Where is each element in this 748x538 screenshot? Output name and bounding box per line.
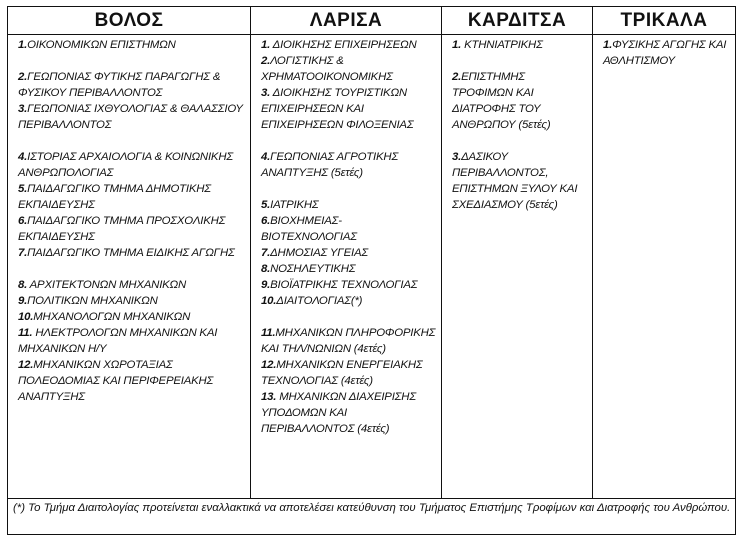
department-name: ΠΟΛΙΤΙΚΩΝ ΜΗΧΑΝΙΚΩΝ	[27, 295, 158, 307]
footnote: (*) Το Τμήμα Διαιτολογίας προτείνεται εναλλακτικά να αποτελέσει κατεύθυνση του Τμήματος Επιστήμης Τροφίμων και Διατροφής του Ανθρώπου.	[8, 499, 736, 535]
department-number: 1.	[452, 39, 462, 51]
spacer	[18, 53, 246, 69]
department-number: 10.	[18, 311, 34, 323]
column-trikala	[593, 35, 736, 499]
city-header-larisa: ΛΑΡΙΣΑ	[251, 7, 442, 35]
department-item	[261, 197, 437, 213]
department-item	[18, 181, 246, 213]
department-name: ΙΑΤΡΙΚΗΣ	[270, 199, 319, 211]
department-number: 2.	[18, 71, 28, 83]
department-name: ΜΗΧΑΝΙΚΩΝ ΠΛΗΡΟΦΟΡΙΚΗΣ ΚΑΙ ΤΗΛ/ΝΩΝΙΩΝ (4ετές)	[261, 327, 436, 355]
department-number: 3.	[452, 151, 462, 163]
department-name: ΒΙΟΧΗΜΕΙΑΣ-ΒΙΟΤΕΧΝΟΛΟΓΙΑΣ	[261, 215, 357, 243]
department-name: ΝΟΣΗΛΕΥΤΙΚΗΣ	[270, 263, 356, 275]
department-number: 1.	[261, 39, 271, 51]
department-item	[261, 149, 437, 181]
department-item	[261, 85, 437, 133]
department-name: ΓΕΩΠΟΝΙΑΣ ΦΥΤΙΚΗΣ ΠΑΡΑΓΩΓΗΣ & ΦΥΣΙΚΟΥ ΠΕΡΙΒΑΛΛΟΝΤΟΣ	[18, 71, 221, 99]
department-item	[18, 325, 246, 357]
department-name: ΒΙΟΪΑΤΡΙΚΗΣ ΤΕΧΝΟΛΟΓΙΑΣ	[270, 279, 418, 291]
department-name: ΛΟΓΙΣΤΙΚΗΣ & ΧΡΗΜΑΤΟΟΙΚΟΝΟΜΙΚΗΣ	[261, 55, 393, 83]
department-name: ΟΙΚΟΝΟΜΙΚΩΝ ΕΠΙΣΤΗΜΩΝ	[27, 39, 176, 51]
department-item	[18, 149, 246, 181]
department-name: ΓΕΩΠΟΝΙΑΣ ΙΧΘΥΟΛΟΓΙΑΣ & ΘΑΛΑΣΣΙΟΥ ΠΕΡΙΒΑΛΛΟΝΤΟΣ	[18, 103, 243, 131]
department-item	[18, 357, 246, 405]
department-item	[18, 293, 246, 309]
department-item	[18, 213, 246, 245]
department-name: ΓΕΩΠΟΝΙΑΣ ΑΓΡΟΤΙΚΗΣ ΑΝΑΠΤΥΞΗΣ (5ετές)	[261, 151, 399, 179]
department-item	[18, 37, 246, 53]
department-number: 9.	[18, 295, 28, 307]
department-number: 3.	[18, 103, 28, 115]
department-name: ΙΣΤΟΡΙΑΣ ΑΡΧΑΙΟΛΟΓΙΑ & ΚΟΙΝΩΝΙΚΗΣ ΑΝΘΡΩΠΟΛΟΓΙΑΣ	[18, 151, 233, 179]
department-item	[18, 101, 246, 133]
department-number: 7.	[18, 247, 28, 259]
department-item	[18, 309, 246, 325]
spacer	[452, 53, 588, 69]
department-name: ΔΙΟΙΚΗΣΗΣ ΕΠΙΧΕΙΡΗΣΕΩΝ	[270, 39, 417, 51]
department-item	[18, 69, 246, 101]
spacer	[261, 133, 437, 149]
spacer	[18, 261, 246, 277]
department-number: 9.	[261, 279, 271, 291]
department-number: 5.	[261, 199, 271, 211]
department-number: 4.	[261, 151, 271, 163]
department-number: 5.	[18, 183, 28, 195]
spacer	[261, 309, 437, 325]
footnote-row	[8, 499, 736, 535]
department-name: ΜΗΧΑΝΙΚΩΝ ΧΩΡΟΤΑΞΙΑΣ ΠΟΛΕΟΔΟΜΙΑΣ ΚΑΙ ΠΕΡΙΦΕΡΕΙΑΚΗΣ ΑΝΑΠΤΥΞΗΣ	[18, 359, 214, 403]
department-item	[261, 325, 437, 357]
department-item	[261, 213, 437, 245]
department-name: ΗΛΕΚΤΡΟΛΟΓΩΝ ΜΗΧΑΝΙΚΩΝ ΚΑΙ ΜΗΧΑΝΙΚΩΝ Η/Υ	[18, 327, 218, 355]
department-name: ΔΗΜΟΣΙΑΣ ΥΓΕΙΑΣ	[270, 247, 368, 259]
department-number: 8.	[18, 279, 28, 291]
department-number: 2.	[261, 55, 271, 67]
city-header-volos: ΒΟΛΟΣ	[8, 7, 251, 35]
department-item	[261, 277, 437, 293]
department-name: ΔΑΣΙΚΟΥ ΠΕΡΙΒΑΛΛΟΝΤΟΣ, ΕΠΙΣΤΗΜΩΝ ΞΥΛΟΥ ΚΑΙ ΣΧΕΔΙΑΣΜΟΥ (5ετές)	[452, 151, 578, 211]
city-header-karditsa: ΚΑΡΔΙΤΣΑ	[442, 7, 593, 35]
department-name: ΠΑΙΔΑΓΩΓΙΚΟ ΤΜΗΜΑ ΠΡΟΣΧΟΛΙΚΗΣ ΕΚΠΑΙΔΕΥΣΗΣ	[18, 215, 226, 243]
department-number: 6.	[261, 215, 271, 227]
department-item	[261, 293, 437, 309]
departments-table	[7, 6, 736, 535]
department-name: ΜΗΧΑΝΟΛΟΓΩΝ ΜΗΧΑΝΙΚΩΝ	[33, 311, 191, 323]
department-name: ΑΡΧΙΤΕΚΤΟΝΩΝ ΜΗΧΑΝΙΚΩΝ	[27, 279, 187, 291]
department-item	[261, 357, 437, 389]
department-name: ΜΗΧΑΝΙΚΩΝ ΕΝΕΡΓΕΙΑΚΗΣ ΤΕΧΝΟΛΟΓΙΑΣ (4ετές)	[261, 359, 423, 387]
department-number: 13.	[261, 391, 277, 403]
department-number: 12.	[261, 359, 277, 371]
department-name: ΕΠΙΣΤΗΜΗΣ ΤΡΟΦΙΜΩΝ ΚΑΙ ΔΙΑΤΡΟΦΗΣ ΤΟΥ ΑΝΘΡΩΠΟΥ (5ετές)	[452, 71, 551, 131]
department-number: 12.	[18, 359, 34, 371]
department-item	[261, 261, 437, 277]
department-item	[261, 53, 437, 85]
column-larisa	[251, 35, 442, 499]
header-row	[8, 7, 736, 35]
department-number: 6.	[18, 215, 28, 227]
column-karditsa	[442, 35, 593, 499]
department-number: 11.	[18, 327, 33, 339]
department-number: 1.	[18, 39, 28, 51]
department-name: ΦΥΣΙΚΗΣ ΑΓΩΓΗΣ ΚΑΙ ΑΘΛΗΤΙΣΜΟΥ	[603, 39, 727, 67]
spacer	[452, 133, 588, 149]
department-number: 4.	[18, 151, 28, 163]
department-name: ΔΙΟΙΚΗΣΗΣ ΤΟΥΡΙΣΤΙΚΩΝ ΕΠΙΧΕΙΡΗΣΕΩΝ ΚΑΙ ΕΠΙΧΕΙΡΗΣΕΩΝ ΦΙΛΟΞΕΝΙΑΣ	[261, 87, 414, 131]
department-number: 8.	[261, 263, 271, 275]
department-item	[18, 277, 246, 293]
department-number: 1.	[603, 39, 613, 51]
department-item	[452, 69, 588, 133]
department-name: ΚΤΗΝΙΑΤΡΙΚΗΣ	[461, 39, 543, 51]
department-number: 10.	[261, 295, 277, 307]
department-item	[261, 37, 437, 53]
departments-row	[8, 35, 736, 499]
department-item	[452, 37, 588, 53]
department-item	[261, 245, 437, 261]
department-name: ΠΑΙΔΑΓΩΓΙΚΟ ΤΜΗΜΑ ΔΗΜΟΤΙΚΗΣ ΕΚΠΑΙΔΕΥΣΗΣ	[18, 183, 211, 211]
spacer	[261, 181, 437, 197]
department-name: ΜΗΧΑΝΙΚΩΝ ΔΙΑΧΕΙΡΙΣΗΣ ΥΠΟΔΟΜΩΝ ΚΑΙ ΠΕΡΙΒΑΛΛΟΝΤΟΣ (4ετές)	[261, 391, 416, 435]
department-item	[261, 389, 437, 437]
department-name: ΔΙΑΙΤΟΛΟΓΙΑΣ(*)	[276, 295, 363, 307]
spacer	[18, 133, 246, 149]
department-number: 11.	[261, 327, 276, 339]
department-number: 7.	[261, 247, 271, 259]
department-number: 2.	[452, 71, 462, 83]
department-item	[18, 245, 246, 261]
department-number: 3.	[261, 87, 271, 99]
department-item	[603, 37, 731, 69]
department-item	[452, 149, 588, 213]
department-name: ΠΑΙΔΑΓΩΓΙΚΟ ΤΜΗΜΑ ΕΙΔΙΚΗΣ ΑΓΩΓΗΣ	[27, 247, 235, 259]
city-header-trikala: ΤΡΙΚΑΛΑ	[593, 7, 736, 35]
column-volos	[8, 35, 251, 499]
